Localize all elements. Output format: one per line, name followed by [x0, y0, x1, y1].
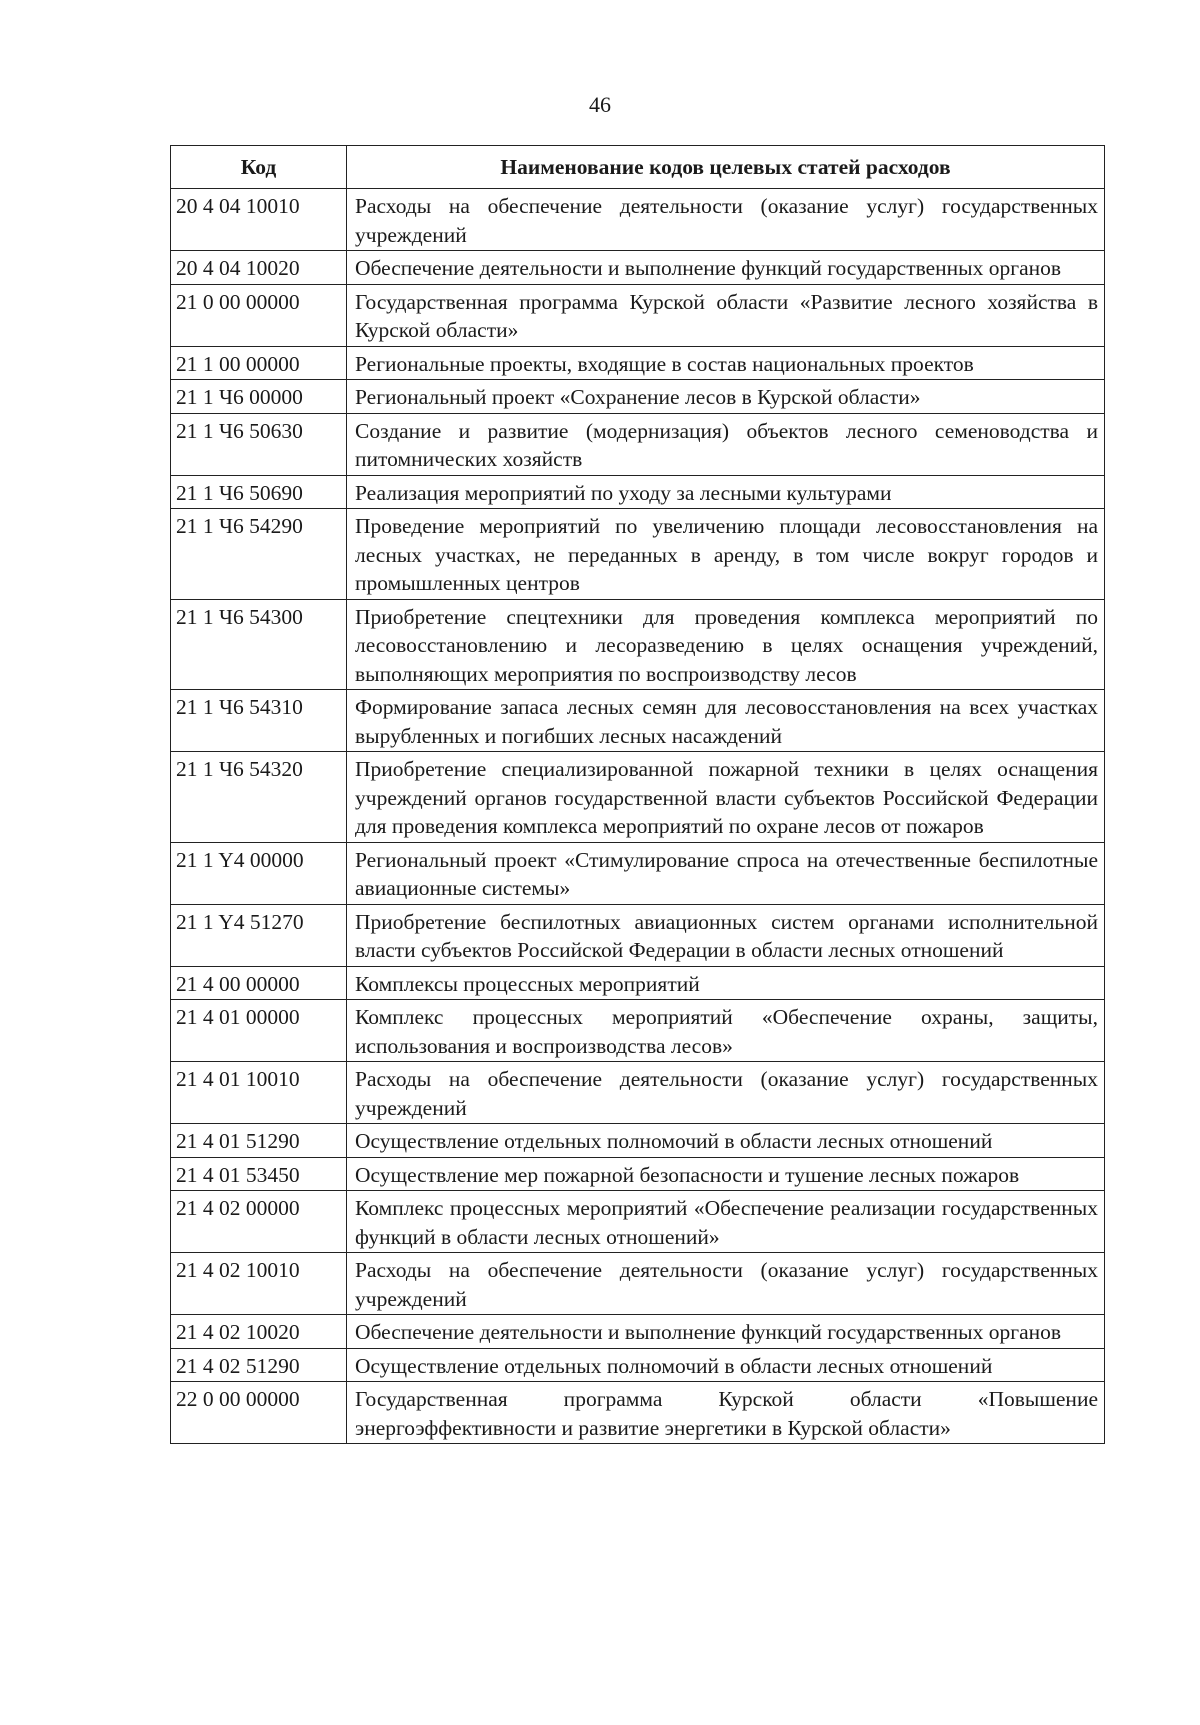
- row-code: 21 4 01 10010: [171, 1062, 347, 1124]
- row-code: 21 1 Ч6 54310: [171, 690, 347, 752]
- row-name: Реализация мероприятий по уходу за лесными культурами: [347, 475, 1105, 509]
- row-code: 21 4 02 00000: [171, 1191, 347, 1253]
- row-name: Расходы на обеспечение деятельности (оказание услуг) государственных учреждений: [347, 1062, 1105, 1124]
- table-row: [171, 1191, 1105, 1253]
- row-code: 21 0 00 00000: [171, 284, 347, 346]
- row-name: Государственная программа Курской области «Развитие лесного хозяйства в Курской области»: [347, 284, 1105, 346]
- row-code: 22 0 00 00000: [171, 1382, 347, 1444]
- row-name: Осуществление отдельных полномочий в области лесных отношений: [347, 1124, 1105, 1158]
- row-code: 21 4 02 10010: [171, 1253, 347, 1315]
- row-name: Комплекс процессных мероприятий «Обеспечение реализации государственных функций в области лесных отношений»: [347, 1191, 1105, 1253]
- row-code: 21 1 Ч6 00000: [171, 380, 347, 414]
- table-row: [171, 752, 1105, 843]
- table-row: [171, 1348, 1105, 1382]
- row-code: 21 4 02 10020: [171, 1315, 347, 1349]
- row-name: Расходы на обеспечение деятельности (оказание услуг) государственных учреждений: [347, 189, 1105, 251]
- row-code: 21 1 Y4 00000: [171, 842, 347, 904]
- page-number: 46: [589, 92, 611, 117]
- row-name: Региональный проект «Сохранение лесов в Курской области»: [347, 380, 1105, 414]
- row-name: Комплекс процессных мероприятий «Обеспечение охраны, защиты, использования и воспроизводства лесов»: [347, 1000, 1105, 1062]
- row-name: Осуществление мер пожарной безопасности и тушение лесных пожаров: [347, 1157, 1105, 1191]
- table-row: [171, 413, 1105, 475]
- row-name: Региональный проект «Стимулирование спроса на отечественные беспилотные авиационные системы»: [347, 842, 1105, 904]
- row-code: 21 1 Ч6 54300: [171, 599, 347, 690]
- row-name: Обеспечение деятельности и выполнение функций государственных органов: [347, 1315, 1105, 1349]
- table-header: [171, 146, 1105, 189]
- row-name: Комплексы процессных мероприятий: [347, 966, 1105, 1000]
- table-row: [171, 346, 1105, 380]
- row-name: Приобретение беспилотных авиационных систем органами исполнительной власти субъектов Российской Федерации в области лесных отношений: [347, 904, 1105, 966]
- column-header-code: Код: [171, 146, 347, 189]
- table-header-row: [171, 146, 1105, 189]
- row-name: Осуществление отдельных полномочий в области лесных отношений: [347, 1348, 1105, 1382]
- table-row: [171, 380, 1105, 414]
- table-row: [171, 599, 1105, 690]
- row-name: Расходы на обеспечение деятельности (оказание услуг) государственных учреждений: [347, 1253, 1105, 1315]
- row-code: 21 1 Ч6 54290: [171, 509, 347, 600]
- row-name: Создание и развитие (модернизация) объектов лесного семеноводства и питомнических хозяйств: [347, 413, 1105, 475]
- table-row: [171, 842, 1105, 904]
- row-code: 21 1 Ч6 54320: [171, 752, 347, 843]
- row-code: 20 4 04 10010: [171, 189, 347, 251]
- row-name: Обеспечение деятельности и выполнение функций государственных органов: [347, 251, 1105, 285]
- row-code: 21 4 00 00000: [171, 966, 347, 1000]
- table-body: [171, 189, 1105, 1444]
- row-name: Формирование запаса лесных семян для лесовосстановления на всех участках вырубленных и погибших лесных насаждений: [347, 690, 1105, 752]
- table-row: [171, 475, 1105, 509]
- row-name: Приобретение специализированной пожарной техники в целях оснащения учреждений органов государственной власти субъектов Российской Федерации для проведения комплекса мероприятий по охране лесов от пожаров: [347, 752, 1105, 843]
- table-row: [171, 1000, 1105, 1062]
- table-row: [171, 189, 1105, 251]
- row-code: 21 1 Ч6 50690: [171, 475, 347, 509]
- table-row: [171, 966, 1105, 1000]
- row-name: Проведение мероприятий по увеличению площади лесовосстановления на лесных участках, не переданных в аренду, в том числе вокруг городов и промышленных центров: [347, 509, 1105, 600]
- table-row: [171, 1382, 1105, 1444]
- row-code: 21 4 01 51290: [171, 1124, 347, 1158]
- table-row: [171, 690, 1105, 752]
- table-row: [171, 904, 1105, 966]
- table-row: [171, 1124, 1105, 1158]
- row-code: 21 1 Ч6 50630: [171, 413, 347, 475]
- table-row: [171, 284, 1105, 346]
- table-row: [171, 251, 1105, 285]
- table-row: [171, 1157, 1105, 1191]
- row-name: Региональные проекты, входящие в состав национальных проектов: [347, 346, 1105, 380]
- row-name: Приобретение спецтехники для проведения комплекса мероприятий по лесовосстановлению и лесоразведению в целях оснащения учреждений, выполняющих мероприятия по воспроизводству лесов: [347, 599, 1105, 690]
- row-code: 21 4 01 53450: [171, 1157, 347, 1191]
- row-code: 21 1 Y4 51270: [171, 904, 347, 966]
- table-row: [171, 1253, 1105, 1315]
- table-row: [171, 509, 1105, 600]
- column-header-name: Наименование кодов целевых статей расходов: [347, 146, 1105, 189]
- table-row: [171, 1315, 1105, 1349]
- row-code: 20 4 04 10020: [171, 251, 347, 285]
- row-code: 21 4 02 51290: [171, 1348, 347, 1382]
- row-code: 21 1 00 00000: [171, 346, 347, 380]
- row-code: 21 4 01 00000: [171, 1000, 347, 1062]
- target-expense-codes-table: [170, 145, 1105, 1444]
- table-row: [171, 1062, 1105, 1124]
- row-name: Государственная программа Курской области «Повышение энергоэффективности и развитие энергетики в Курской области»: [347, 1382, 1105, 1444]
